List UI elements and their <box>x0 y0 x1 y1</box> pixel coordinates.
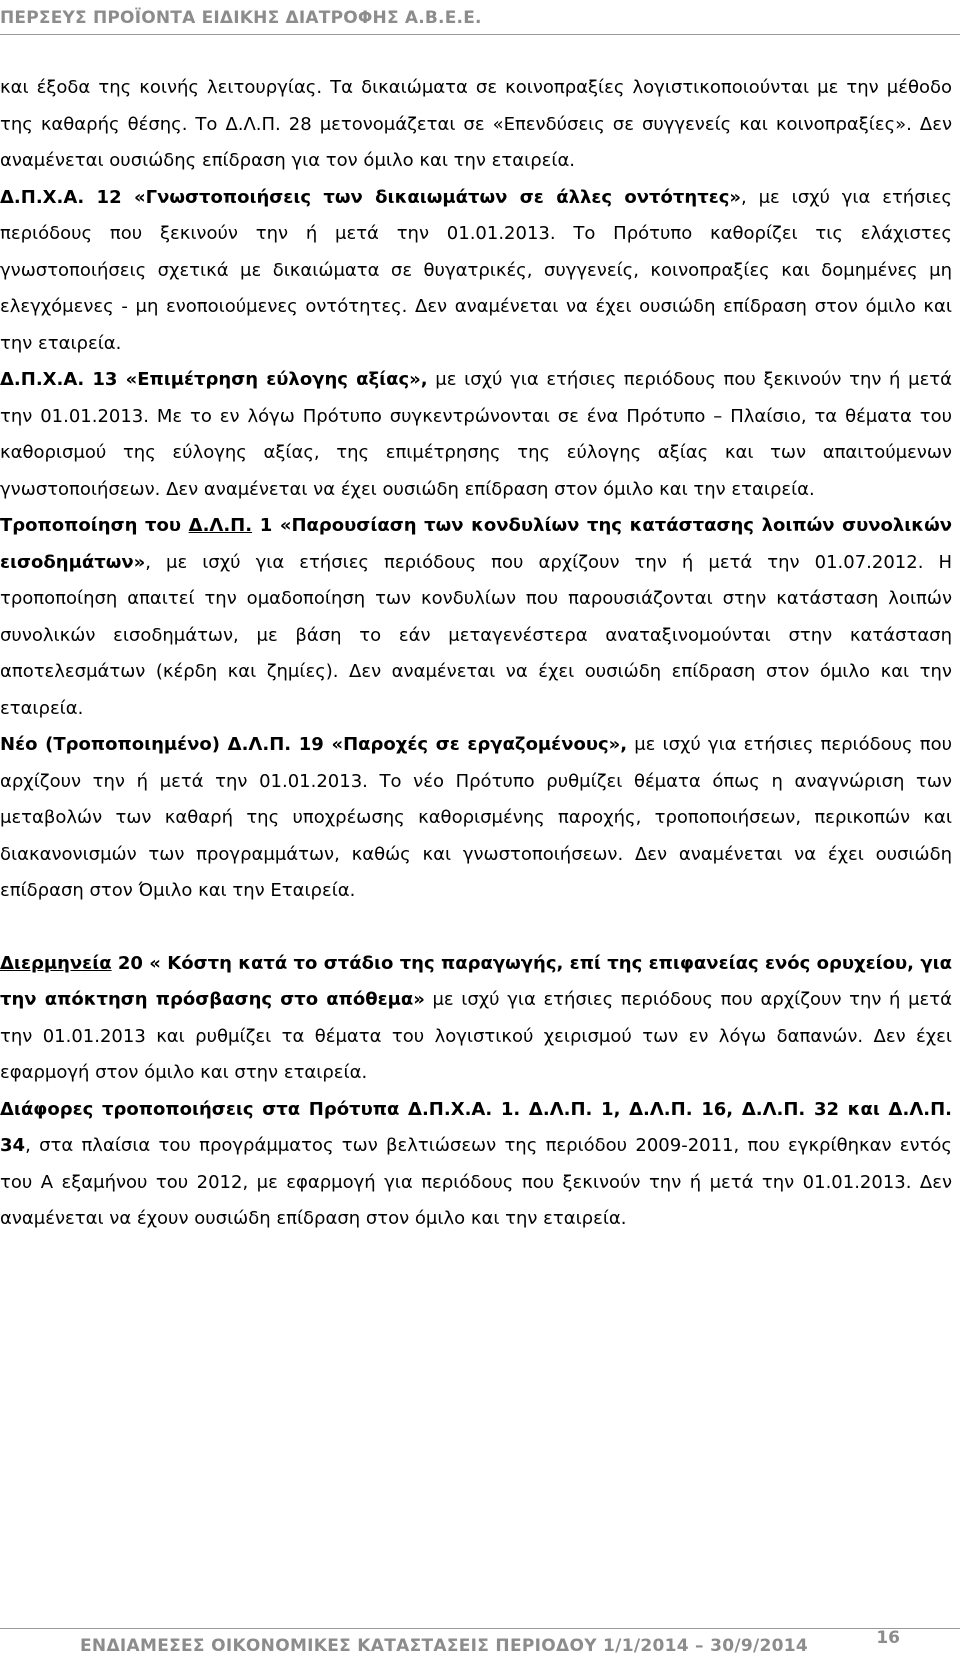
footer-title: ΕΝΔΙΑΜΕΣΕΣ ΟΙΚΟΝΟΜΙΚΕΣ ΚΑΤΑΣΤΑΣΕΙΣ ΠΕΡΙΟΔΟΥ 1/1/2014 – 30/9/2014 <box>80 1636 808 1656</box>
paragraph-text: και έξοδα της κοινής λειτουργίας. Τα δικαιώματα σε κοινοπραξίες λογιστικοποιούνται με την μέθοδο της καθαρής θέσης. Το Δ.Λ.Π. 28 μετονομάζεται σε «Επενδύσεις σε συγγενείς και κοινοπραξίες». Δεν αναμένεται ουσιώδης επίδραση για τον όμιλο και την εταιρεία. <box>0 77 952 171</box>
standard-title: Δ.Π.Χ.Α. 12 «Γνωστοποιήσεις των δικαιωμάτων σε άλλες οντότητες» <box>0 186 742 208</box>
footer-divider <box>0 1628 960 1629</box>
document-body <box>0 70 952 1238</box>
paragraph-text: , με ισχύ για ετήσιες περιόδους που αρχίζουν την ή μετά την 01.07.2012. Η τροποποίηση απαιτεί την ομαδοποίηση των κονδυλίων που παρουσιάζονται στην κατάσταση λοιπών συνολικών εισοδημάτων, με βάση το εάν μεταγενέστερα αναταξινομούνται στην κατάσταση αποτελεσμάτων (κέρδη και ζημίες). Δεν αναμένεται να έχει ουσιώδη επίδραση στον όμιλο και την εταιρεία. <box>0 551 952 719</box>
paragraph-text: με ισχύ για ετήσιες περιόδους που αρχίζουν την ή μετά την 01.01.2013 και ρυθμίζει τα θέματα του λογιστικού χειρισμού των εν λόγω δαπανών. Δεν έχει εφαρμογή στον όμιλο και στην εταιρεία. <box>0 989 952 1083</box>
page-header-company: ΠΕΡΣΕΥΣ ΠΡΟΪΟΝΤΑ ΕΙΔΙΚΗΣ ΔΙΑΤΡΟΦΗΣ Α.Β.Ε.Ε. <box>0 8 482 28</box>
standard-title: Διάφορες τροποποιήσεις στα Πρότυπα Δ.Π.Χ.Α. 1. Δ.Λ.Π. 1, Δ.Λ.Π. 16, Δ.Λ.Π. 32 και Δ.Λ.Π. 34 <box>0 1098 952 1156</box>
paragraph-ifric-20 <box>0 946 952 1092</box>
standard-title: 20 « Κόστη κατά το στάδιο της παραγωγής, επί της επιφανείας ενός ορυχείου, για την απόκτηση πρόσβασης στο απόθεμα» <box>0 952 952 1010</box>
paragraph-text: , με ισχύ για ετήσιες περιόδους που ξεκινούν την ή μετά την 01.01.2013. Το Πρότυπο καθορίζει τις ελάχιστες γνωστοποιήσεις σχετικά με δικαιώματα σε θυγατρικές, συγγενείς, κοινοπραξίες και δομημένες μη ελεγχόμενες - μη ενοποιούμενες οντότητες. Δεν αναμένεται να έχει ουσιώδη επίδραση στον όμιλο και την εταιρεία. <box>0 186 952 354</box>
page-number: 16 <box>876 1628 900 1648</box>
standard-title-prefix: Τροποποίηση του <box>0 515 189 536</box>
paragraph-ias-19 <box>0 727 952 910</box>
paragraph-text: με ισχύ για ετήσιες περιόδους που αρχίζουν την ή μετά την 01.01.2013. Το νέο Πρότυπο ρυθμίζει θέματα όπως η αναγνώριση των μεταβολών των καθαρή της υποχρέωσης καθορισμένης παροχής, τροποποιήσεων, περικοπών και διακανονισμών των προγραμμάτων, καθώς και γνωστοποιήσεων. Δεν αναμένεται να έχει ουσιώδη επίδραση στον Όμιλο και την Εταιρεία. <box>0 734 952 901</box>
header-divider <box>0 34 960 35</box>
paragraph-joint-arrangements <box>0 70 952 180</box>
standard-title-abbrev: Δ.Λ.Π. <box>188 515 253 536</box>
standard-title: 1 «Παρουσίαση των κονδυλίων της κατάστασης λοιπών συνολικών εισοδημάτων» <box>0 515 952 573</box>
paragraph-text: με ισχύ για ετήσιες περιόδους που ξεκινούν την ή μετά την 01.01.2013. Με το εν λόγω Πρότυπο συγκεντρώνονται σε ένα Πρότυπο – Πλαίσιο, τα θέματα του καθορισμού της εύλογης αξίας, της επιμέτρησης της εύλογης αξίας και των απαιτούμενων γνωστοποιήσεων. Δεν αναμένεται να έχει ουσιώδη επίδραση στον όμιλο και την εταιρεία. <box>0 369 952 500</box>
paragraph-ifrs-12 <box>0 180 952 363</box>
paragraph-ias-1-amendment <box>0 508 952 727</box>
standard-title: Νέο (Τροποποιημένο) Δ.Λ.Π. 19 «Παροχές σε εργαζομένους», <box>0 734 628 755</box>
paragraph-various-amendments <box>0 1092 952 1238</box>
paragraph-ifrs-13 <box>0 362 952 508</box>
interpretation-label: Διερμηνεία <box>0 952 112 974</box>
paragraph-spacer <box>0 910 952 946</box>
standard-title: Δ.Π.Χ.Α. 13 «Επιμέτρηση εύλογης αξίας», <box>0 369 428 390</box>
paragraph-text: , στα πλαίσια του προγράμματος των βελτιώσεων της περιόδου 2009-2011, που εγκρίθηκαν εντός του Α εξαμήνου του 2012, με εφαρμογή για περιόδους που ξεκινούν την ή μετά την 01.01.2013. Δεν αναμένεται να έχουν ουσιώδη επίδραση στον όμιλο και την εταιρεία. <box>0 1135 952 1229</box>
page-footer <box>0 1628 960 1660</box>
